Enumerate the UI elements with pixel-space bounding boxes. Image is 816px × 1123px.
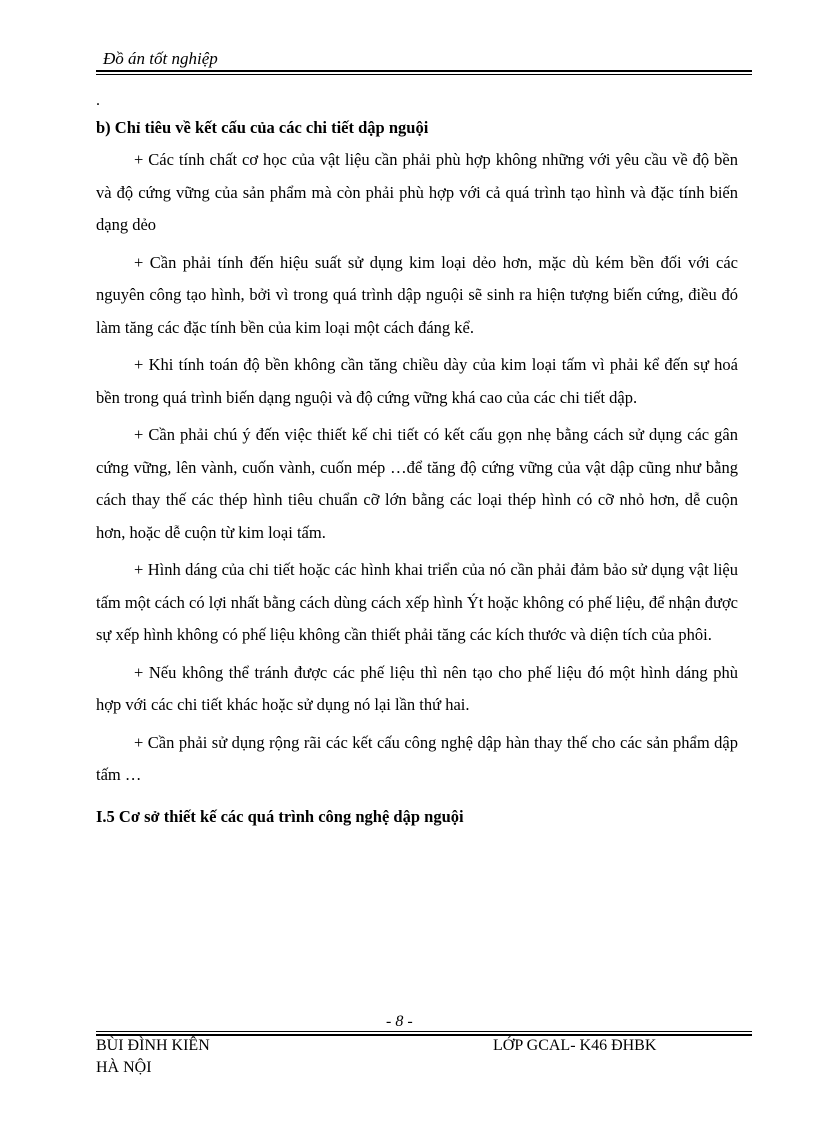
footer-author	[96, 1035, 210, 1079]
paragraph-4: + Cần phải chú ý đến việc thiết kế chi tiết có kết cấu gọn nhẹ bằng cách sử dụng các gân cứng vững, lên vành, cuốn vành, cuốn mép …để tăng độ cứng vững của vật dập cũng như bằng cách thay thế các thép hình tiêu chuẩn cỡ lớn bằng các loại thép hình có cỡ nhỏ hơn, dễ cuộn hơn, hoặc dễ cuộn từ kim loại tấm.	[96, 425, 738, 542]
section-1-5-title: I.5 Cơ sở thiết kế các quá trình công nghệ dập nguội	[96, 806, 464, 826]
paragraph-1: + Các tính chất cơ học của vật liệu cần phải phù hợp không những với yêu cầu về độ bền và độ cứng vững của sản phẩm mà còn phải phù hợp với cả quá trình tạo hình và đặc tính biến dạng dẻo	[96, 150, 738, 234]
footer-author-line1: BÙI ĐÌNH KIÊN	[96, 1037, 210, 1054]
header-title: Đồ án tốt nghiệp	[103, 49, 218, 68]
footer-rule-thin	[96, 1031, 752, 1032]
paragraph-2: + Cần phải tính đến hiệu suất sử dụng kim loại dẻo hơn, mặc dù kém bền đối với các nguyên công tạo hình, bởi vì trong quá trình dập nguội sẽ sinh ra hiện tượng biến cứng, điều đó làm tăng các đặc tính bền của kim loại một cách đáng kể.	[96, 252, 738, 337]
paragraph-3: + Khi tính toán độ bền không cần tăng chiều dày của kim loại tấm vì phải kể đến sự hoá bền trong quá trình biến dạng nguội và độ cứng vững khá cao của các chi tiết dập.	[96, 355, 738, 407]
paragraph-7: + Cần phải sử dụng rộng rãi các kết cấu công nghệ dập hàn thay thế cho các sản phẩm dập tấm …	[96, 732, 738, 784]
footer-class-info: LỚP GCAL- K46 ĐHBK	[493, 1037, 657, 1054]
paragraph-5: + Hình dáng của chi tiết hoặc các hình khai triển của nó cần phải đảm bảo sử dụng vật liệu tấm một cách có lợi nhất bằng cách dùng cách xếp hình Ýt hoặc không có phế liệu, để nhận được sự xếp hình không có phế liệu không cần thiết phải tăng các kích thước và diện tích của phôi.	[96, 560, 738, 644]
header-rule-thick	[96, 70, 752, 72]
stray-dot: .	[96, 92, 100, 109]
section-b-title: b) Chỉ tiêu về kết cấu của các chi tiết dập nguội	[96, 118, 429, 137]
footer-author-line2: HÀ NỘI	[96, 1059, 152, 1076]
document-body	[96, 111, 738, 833]
header-rule-thin	[96, 74, 752, 75]
paragraph-6: + Nếu không thể tránh được các phế liệu thì nên tạo cho phế liệu đó một hình dáng phù hợp với các chi tiết khác hoặc sử dụng nó lại lần thứ hai.	[96, 662, 738, 714]
page-number: - 8 -	[386, 1013, 413, 1030]
